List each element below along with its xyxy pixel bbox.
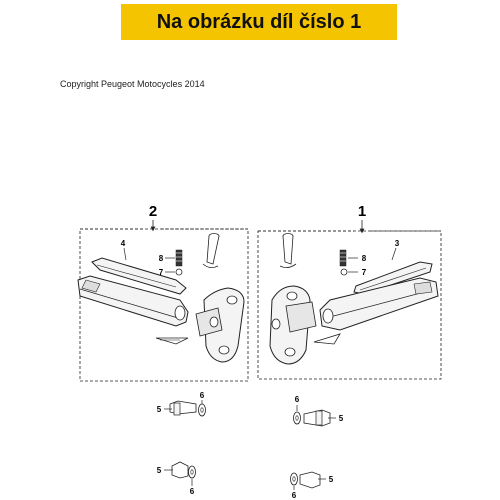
callout-7-left: 7: [158, 268, 164, 277]
bolt-set-left-1: [157, 391, 206, 416]
assembly-number-left: 2: [148, 203, 158, 220]
callout-5-left-1: 5: [156, 405, 162, 414]
callout-5-right-2: 5: [328, 475, 334, 484]
assembly-number-right: 1: [357, 203, 367, 220]
callout-8-right: 8: [361, 254, 367, 263]
bracket-left: [196, 288, 244, 362]
assembly-right: [258, 203, 441, 500]
clip-right: [314, 334, 340, 344]
bolt-set-right-2: [291, 472, 334, 500]
callout-8-left: 8: [158, 254, 164, 263]
pivot-pin-right: [280, 234, 296, 268]
copyright-text: Copyright Peugeot Motocycles 2014: [60, 79, 205, 89]
callout-6-left-2: 6: [189, 487, 195, 496]
assembly-left: [78, 203, 248, 496]
callout-6-right-2: 6: [291, 491, 297, 500]
bolt-set-right-1: [294, 395, 344, 426]
clip-left: [156, 338, 188, 344]
ball-left: [176, 269, 182, 275]
callout-5-left-2: 5: [156, 466, 162, 475]
callout-5-right-1: 5: [338, 414, 344, 423]
ball-right: [341, 269, 347, 275]
banner-text: Na obrázku díl číslo 1: [156, 10, 362, 33]
spring-left: [176, 250, 182, 266]
callout-6-right-1: 6: [294, 395, 300, 404]
pivot-pin-left: [203, 234, 219, 268]
callout-4: 4: [120, 239, 126, 248]
bracket-right: [270, 286, 316, 364]
spring-right: [340, 250, 346, 266]
callout-7-right: 7: [361, 268, 367, 277]
bolt-set-left-2: [157, 462, 196, 496]
callout-3: 3: [394, 239, 400, 248]
callout-6-left-1: 6: [199, 391, 205, 400]
